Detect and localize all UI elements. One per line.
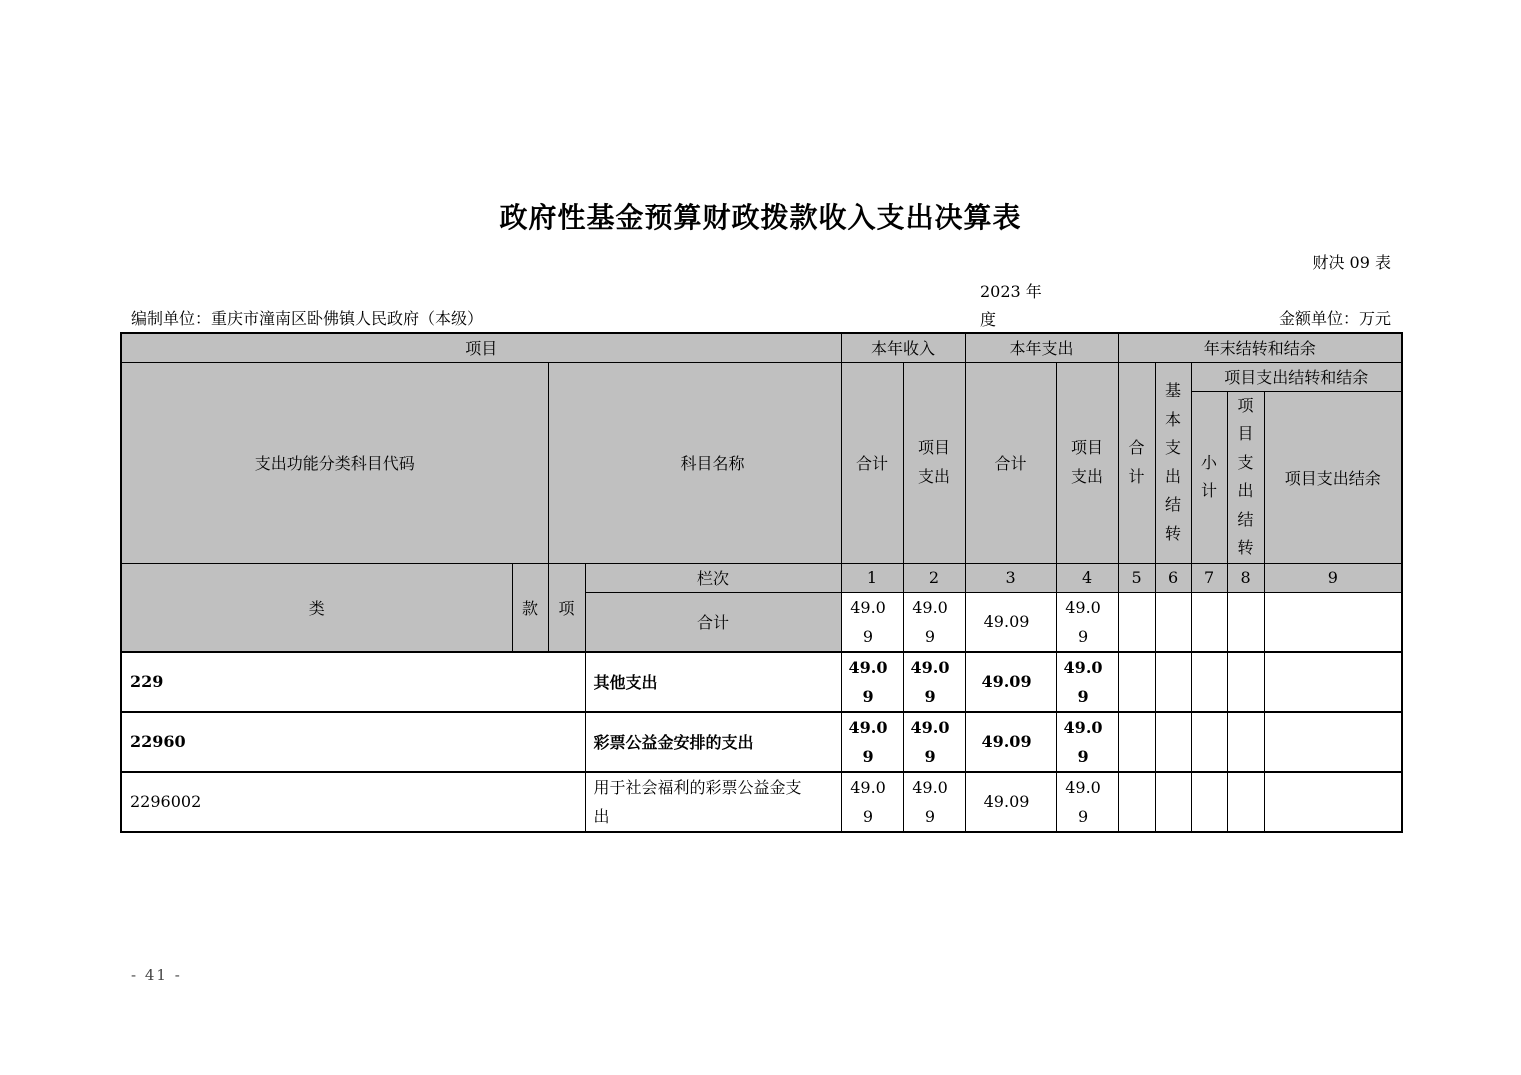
header-item-sub: 项 <box>548 563 585 652</box>
header-basic-carryover-l4: 出 <box>1165 466 1182 486</box>
fiscal-year <box>980 278 1050 334</box>
total-expense: 49.09 <box>965 592 1056 652</box>
row-expense: 49.09 <box>965 652 1056 712</box>
row-income-project: 49.0 9 <box>903 712 965 772</box>
header-project-surplus: 项目支出结余 <box>1264 391 1402 563</box>
header-balance-total <box>1118 362 1155 563</box>
total-label: 合计 <box>585 592 841 652</box>
fiscal-year-line1: 2023 年 <box>980 282 1042 301</box>
row-expense: 49.09 <box>965 712 1056 772</box>
row-name: 用于社会福利的彩票公益金支 出 <box>585 772 841 832</box>
header-project-carryover-l2: 目 <box>1237 424 1254 443</box>
col-number: 8 <box>1227 563 1264 592</box>
header-income-project-l1: 项目 <box>918 438 951 457</box>
col-number: 3 <box>965 563 1056 592</box>
header-col-index: 栏次 <box>585 563 841 592</box>
table-row <box>121 652 1402 712</box>
header-basic-carryover <box>1155 362 1191 563</box>
col-number: 2 <box>903 563 965 592</box>
header-section: 款 <box>512 563 548 652</box>
col-number: 7 <box>1191 563 1227 592</box>
header-subtotal <box>1191 391 1227 563</box>
col-number: 4 <box>1056 563 1118 592</box>
header-income-project <box>903 362 965 563</box>
page-title: 政府性基金预算财政拨款收入支出决算表 <box>499 201 1022 234</box>
total-project-surplus <box>1264 592 1402 652</box>
header-project-carryover-l4: 出 <box>1237 481 1254 500</box>
col-number: 5 <box>1118 563 1155 592</box>
header-basic-carryover-l1: 基 <box>1165 381 1182 400</box>
header-income-total: 合计 <box>841 362 903 563</box>
header-project-carryover-l1: 项 <box>1237 395 1254 415</box>
row-income: 49.0 9 <box>841 772 903 832</box>
row-code: 2296002 <box>121 772 585 832</box>
compiling-unit: 编制单位：重庆市潼南区卧佛镇人民政府（本级） <box>131 309 484 328</box>
fiscal-year-line2: 度 <box>980 310 997 329</box>
header-subject-name: 科目名称 <box>548 362 841 563</box>
row-name: 其他支出 <box>585 652 841 712</box>
total-project-carryover <box>1227 592 1264 652</box>
form-number: 财决 09 表 <box>1312 253 1391 272</box>
header-project-carryover-l5: 结 <box>1237 509 1254 529</box>
page-number: - 41 - <box>131 966 182 984</box>
total-expense-project: 49.0 9 <box>1056 592 1118 652</box>
header-balance: 年末结转和结余 <box>1118 333 1402 362</box>
header-project-carryover <box>1227 391 1264 563</box>
row-income-project: 49.0 9 <box>903 652 965 712</box>
total-subtotal <box>1191 592 1227 652</box>
table-row <box>121 772 1402 832</box>
row-income: 49.0 9 <box>841 652 903 712</box>
row-expense-project: 49.0 9 <box>1056 712 1118 772</box>
header-project-balance-group: 项目支出结转和结余 <box>1191 362 1402 391</box>
header-row-2 <box>121 362 1402 391</box>
total-balance <box>1118 592 1155 652</box>
amount-unit: 金额单位：万元 <box>1278 309 1391 328</box>
row-expense-project: 49.0 9 <box>1056 772 1118 832</box>
header-subtotal-l1: 小 <box>1201 452 1218 472</box>
header-category: 类 <box>121 563 512 652</box>
header-basic-carryover-l6: 转 <box>1165 523 1182 543</box>
header-row-4 <box>121 563 1402 592</box>
header-balance-total-l1: 合 <box>1128 438 1145 457</box>
header-subtotal-l2: 计 <box>1201 481 1218 500</box>
col-number: 9 <box>1264 563 1402 592</box>
total-income-project: 49.0 9 <box>903 592 965 652</box>
row-income: 49.0 9 <box>841 712 903 772</box>
header-balance-total-l2: 计 <box>1128 466 1145 486</box>
col-number: 6 <box>1155 563 1191 592</box>
header-basic-carryover-l3: 支 <box>1165 438 1182 457</box>
header-expense-project-l1: 项目 <box>1071 438 1104 457</box>
total-income: 49.0 9 <box>841 592 903 652</box>
header-income: 本年收入 <box>841 333 965 362</box>
row-expense-project: 49.0 9 <box>1056 652 1118 712</box>
header-item: 项目 <box>121 333 841 362</box>
header-project-carryover-l3: 支 <box>1237 452 1254 472</box>
col-number: 1 <box>841 563 903 592</box>
header-row-1 <box>121 333 1402 362</box>
row-code: 229 <box>121 652 585 712</box>
header-expense-project-l2: 支出 <box>1071 466 1104 486</box>
header-basic-carryover-l5: 结 <box>1165 495 1182 514</box>
budget-table <box>120 332 1403 833</box>
row-name: 彩票公益金安排的支出 <box>585 712 841 772</box>
header-income-project-l2: 支出 <box>918 466 951 486</box>
header-expense-project <box>1056 362 1118 563</box>
total-basic-carryover <box>1155 592 1191 652</box>
header-func-code: 支出功能分类科目代码 <box>121 362 548 563</box>
header-project-carryover-l6: 转 <box>1237 538 1254 557</box>
table-row <box>121 712 1402 772</box>
row-expense: 49.09 <box>965 772 1056 832</box>
header-expense: 本年支出 <box>965 333 1118 362</box>
header-expense-total: 合计 <box>965 362 1056 563</box>
row-income-project: 49.0 9 <box>903 772 965 832</box>
row-code: 22960 <box>121 712 585 772</box>
header-basic-carryover-l2: 本 <box>1165 409 1182 429</box>
